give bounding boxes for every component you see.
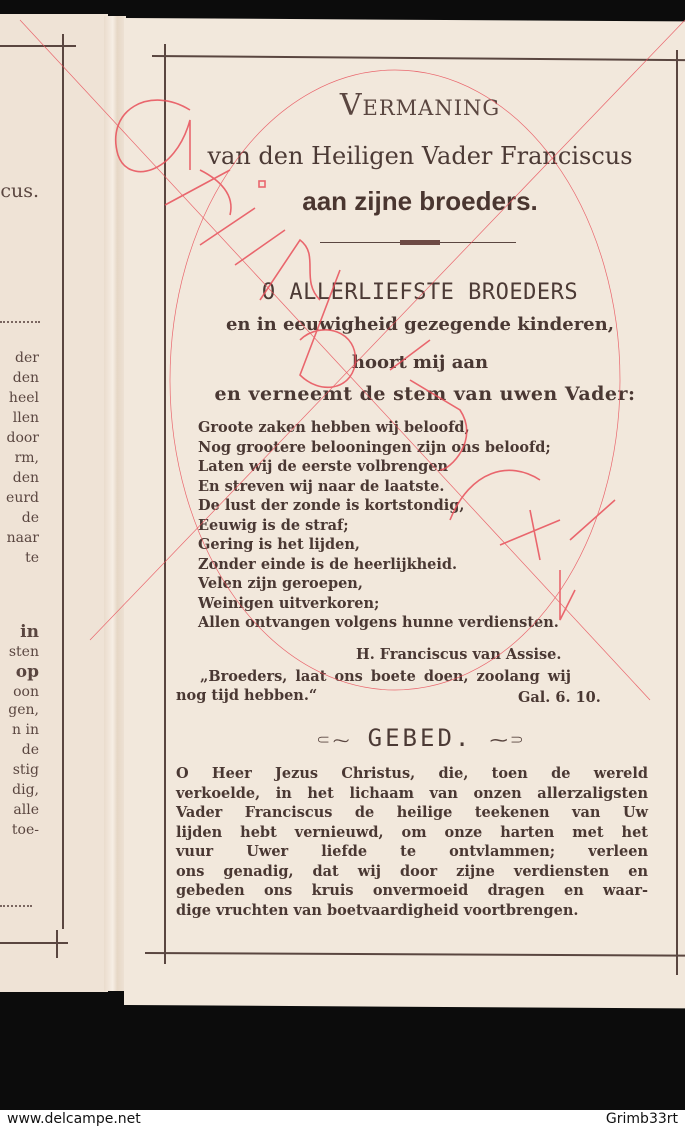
verse-line: Laten wij de eerste volbrengen: [198, 458, 449, 475]
fragment-word: cus.: [0, 180, 39, 202]
prayer-line: dige vruchten van boetvaardigheid voortbrengen.: [176, 901, 579, 919]
flourish-right-icon: ⁓⸧: [489, 730, 526, 751]
prayer-line: vuur Uwer liefde te ontvlammen; verleen: [176, 843, 648, 860]
scripture-quote-line-1: „Broeders, laat ons boete doen, zoolang wij: [200, 668, 571, 685]
scripture-quote-line-2: nog tijd hebben.“: [176, 687, 318, 704]
fragment-line: de: [21, 510, 39, 526]
card-fold-spine: [104, 16, 126, 991]
fragment-line: door: [6, 430, 39, 446]
prayer-line: O Heer Jezus Christus, die, toen de wereld: [176, 765, 648, 782]
left-frame-top-rule: [0, 45, 76, 47]
card-subtitle-bold: aan zijne broeders.: [302, 186, 538, 216]
fragment-line: toe-: [11, 822, 39, 838]
verse-line: De lust der zonde is kortstondig,: [198, 497, 465, 514]
verse-line: Groote zaken hebben wij beloofd,: [198, 419, 470, 436]
fragment-line: in: [20, 622, 39, 642]
verse-line: Eeuwig is de straf;: [198, 516, 349, 534]
address-line-2: en in eeuwigheid gezegende kinderen,: [225, 314, 614, 335]
card-subtitle: van den Heiligen Vader Franciscus: [207, 142, 633, 170]
left-fragment-block-1: [0, 350, 39, 575]
frame-left-rule: [164, 44, 166, 964]
fragment-line: n in: [12, 722, 39, 738]
left-fragment-top: [0, 180, 39, 210]
verse-line: En streven wij naar de laatste.: [198, 477, 445, 495]
fragment-line: dig,: [12, 782, 39, 798]
fragment-line: stig: [12, 762, 39, 778]
left-frame-right-rule: [62, 34, 64, 929]
address-line-3: hoort mij aan: [351, 352, 489, 373]
fragment-line: naar: [6, 530, 39, 546]
fragment-line: der: [15, 350, 39, 366]
address-heading: O ALLERLIEFSTE BROEDERS: [261, 280, 579, 305]
fragment-line: rm,: [14, 450, 39, 466]
footer-bar: [0, 1110, 685, 1130]
verse-line: Gering is het lijden,: [198, 536, 360, 553]
left-dotted-rule-bottom: [0, 905, 32, 907]
fragment-line: de: [21, 742, 39, 758]
card-title-text: Vermaning: [339, 88, 501, 123]
fragment-line: eurd: [6, 490, 39, 506]
divider-ornament: [400, 240, 440, 245]
prayer-heading: [160, 724, 680, 752]
verse-attribution: H. Franciscus van Assise.: [356, 646, 562, 663]
flourish-left-icon: ⸦⁓: [314, 730, 351, 751]
fragment-line: oon: [13, 684, 39, 700]
fragment-line: op: [15, 662, 39, 682]
fragment-line: den: [12, 370, 39, 386]
footer-site-link[interactable]: www.delcampe.net: [7, 1111, 141, 1127]
left-frame-bottom-rule: [0, 942, 68, 944]
fragment-line: den: [12, 470, 39, 486]
left-dotted-rule-top: [0, 321, 40, 323]
fragment-line: alle: [13, 802, 39, 818]
footer-seller-name: Grimb33rt: [605, 1111, 678, 1127]
fragment-line: gen,: [8, 702, 39, 718]
prayer-line: lijden hebt vernieuwd, om onze harten met het: [176, 823, 648, 841]
fragment-line: sten: [8, 644, 39, 660]
prayer-line: gebeden ons kruis onvermoeid dragen en waar-: [176, 882, 648, 899]
address-line-4: en verneemt de stem van uwen Vader:: [214, 383, 636, 405]
card-title: [160, 88, 680, 123]
prayer-line: ons genadig, dat wij door zijne verdiensten en: [176, 862, 648, 880]
fragment-line: heel: [8, 390, 39, 406]
verse-line: Zonder einde is de heerlijkheid.: [198, 555, 458, 573]
verse-line: Nog grootere belooningen zijn ons beloofd;: [198, 438, 551, 456]
prayer-line: verkoelde, in het lichaam van onzen allerzaligsten: [176, 784, 648, 802]
verse-line: Velen zijn geroepen,: [198, 575, 363, 592]
prayer-line: Vader Franciscus de heilige teekenen van Uw: [176, 804, 648, 821]
left-fragment-block-2: [0, 622, 39, 847]
verse-line: Weinigen uitverkoren;: [198, 594, 380, 612]
prayer-title: GEBED.: [367, 724, 473, 752]
verse-line: Allen ontvangen volgens hunne verdiensten.: [198, 614, 559, 631]
fragment-line: te: [25, 550, 39, 566]
fragment-line: llen: [12, 410, 39, 426]
scripture-reference: Gal. 6. 10.: [518, 689, 601, 706]
left-frame-right-rule-lower: [56, 930, 58, 958]
